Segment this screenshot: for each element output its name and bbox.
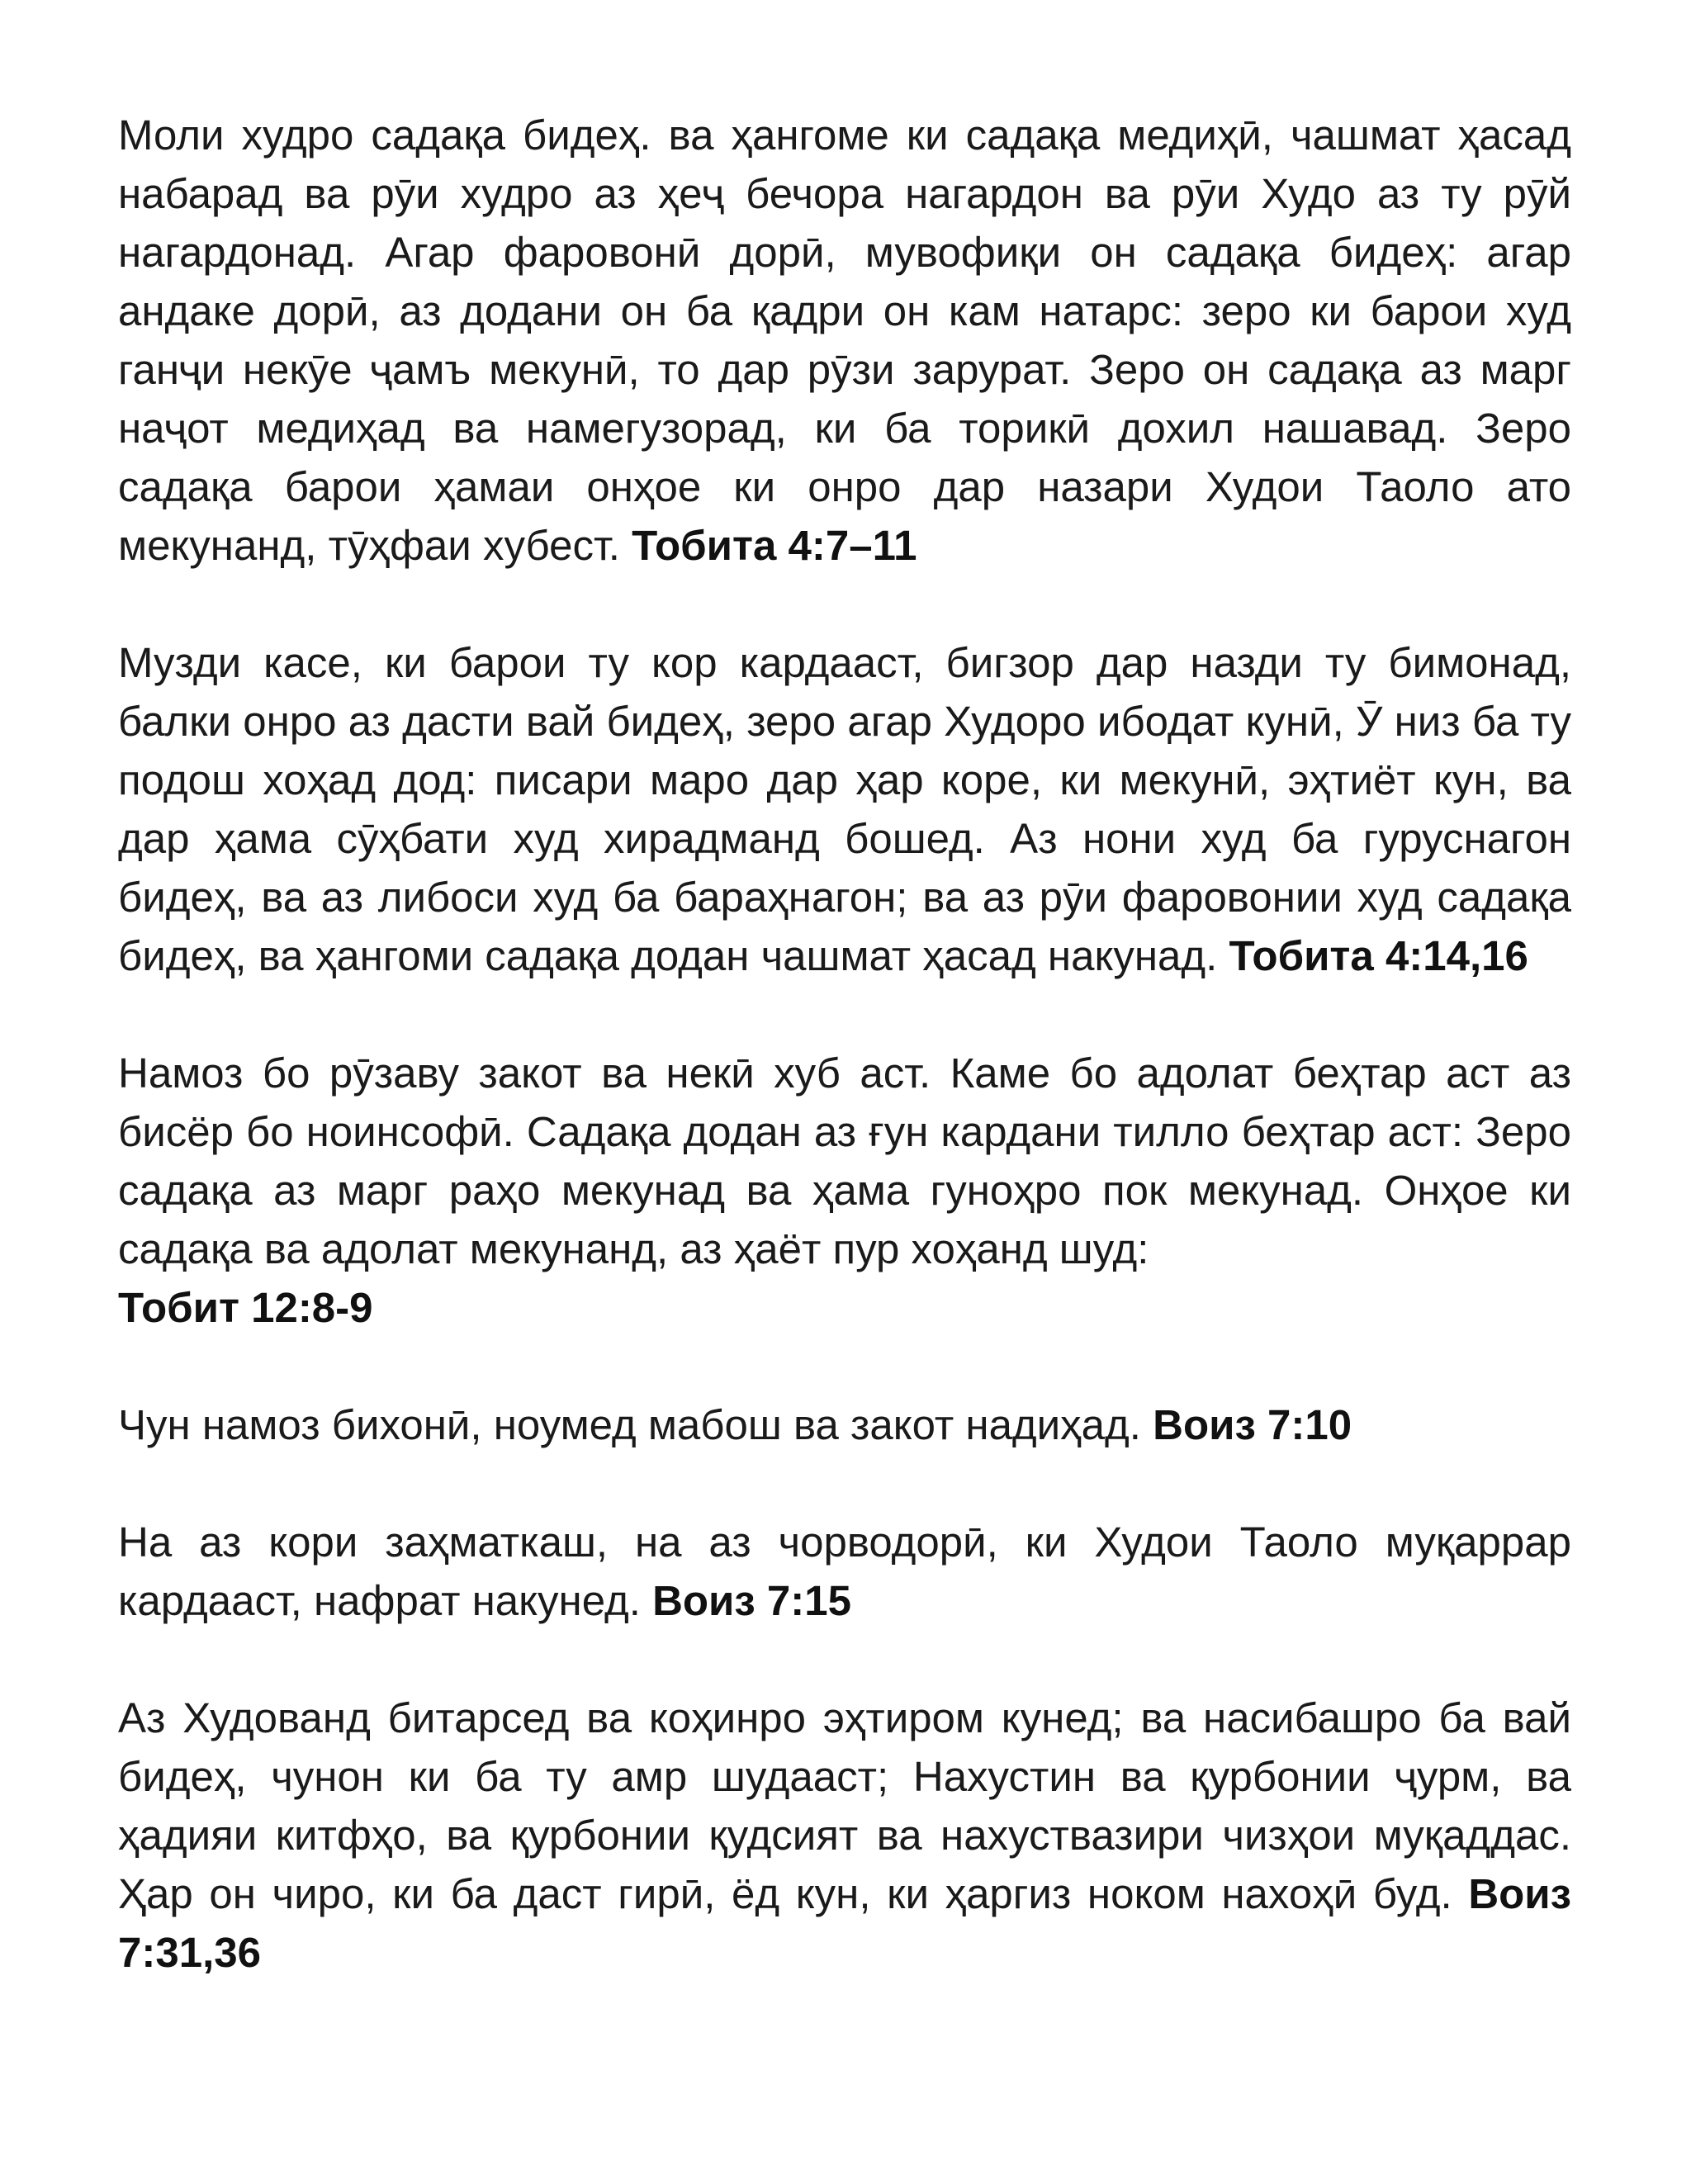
- paragraph-text: Моли худро садақа бидеҳ. ва ҳангоме ки садақа медиҳӣ, чашмат ҳасад набарад ва рӯи худро аз ҳеҷ бечора нагардон ва рӯи Худо аз ту рӯй нагардонад. Агар фаровонӣ дорӣ, мувофиқи он садақа бидеҳ: агар андаке дорӣ, аз додани он ба қадри он кам натарс: зеро ки барои худ ганҷи некӯе ҷамъ мекунӣ, то дар рӯзи зарурат. Зеро он садақа аз марг наҷот медиҳад ва намегузорад, ки ба торикӣ дохил нашавад. Зеро садақа барои ҳамаи онҳое ки онро дар назари Худои Таоло ато мекунанд, тӯҳфаи хубест.: [118, 111, 1571, 569]
- paragraph-text: На аз кори заҳматкаш, на аз чорводорӣ, ки Худои Таоло муқаррар кардааст, нафрат накунед.: [118, 1518, 1571, 1624]
- paragraph-sirach-7-31: [118, 1689, 1571, 1982]
- paragraph-tobit-4-7: [118, 106, 1571, 575]
- scripture-reference: Воиз 7:10: [1153, 1401, 1352, 1448]
- paragraph-tobit-4-14: [118, 633, 1571, 985]
- document-page: [118, 106, 1571, 2040]
- scripture-reference: Тобита 4:7–11: [632, 522, 917, 569]
- paragraph-text: Чун намоз бихонӣ, ноумед мабош ва закот надиҳад.: [118, 1401, 1141, 1448]
- paragraph-text: Намоз бо рӯзаву закот ва некӣ хуб аст. Каме бо адолат беҳтар аст аз бисёр бо ноинсофӣ. Садақа додан аз ғун кардани тилло беҳтар аст: Зеро садақа аз марг раҳо мекунад ва ҳама гуноҳро пок мекунад. Онҳое ки садақа ва адолат мекунанд, аз ҳаёт пур хоҳанд шуд:: [118, 1049, 1571, 1272]
- scripture-reference: Воиз 7:31,36: [118, 1870, 1571, 1976]
- paragraph-tobit-12-8: [118, 1044, 1571, 1337]
- scripture-reference: Тобит 12:8-9: [118, 1284, 373, 1331]
- paragraph-text: Музди касе, ки барои ту кор кардааст, бигзор дар назди ту бимонад, балки онро аз дасти вай бидеҳ, зеро агар Худоро ибодат кунӣ, Ӯ низ ба ту подош хоҳад дод: писари маро дар ҳар коре, ки мекунӣ, эҳтиёт кун, ва дар ҳама сӯҳбати худ хирадманд бошед. Аз нони худ ба гуруснагон бидеҳ, ва аз либоси худ ба бараҳнагон; ва аз рӯи фаровонии худ садақа бидеҳ, ва ҳангоми садақа додан чашмат ҳасад накунад.: [118, 639, 1571, 979]
- paragraph-text: Аз Худованд битарсед ва коҳинро эҳтиром кунед; ва насибашро ба вай бидеҳ, чунон ки ба ту амр шудааст; Нахустин ва қурбонии ҷурм, ва ҳадияи китфҳо, ва қурбонии қудсият ва нахуствазири чизҳои муқаддас. Ҳар он чиро, ки ба даст гирӣ, ёд кун, ки ҳаргиз ноком нахоҳӣ буд.: [118, 1694, 1571, 1917]
- scripture-reference: Тобита 4:14,16: [1229, 932, 1528, 979]
- paragraph-sirach-7-10: [118, 1395, 1571, 1454]
- paragraph-sirach-7-15: [118, 1513, 1571, 1630]
- scripture-reference: Воиз 7:15: [652, 1577, 852, 1624]
